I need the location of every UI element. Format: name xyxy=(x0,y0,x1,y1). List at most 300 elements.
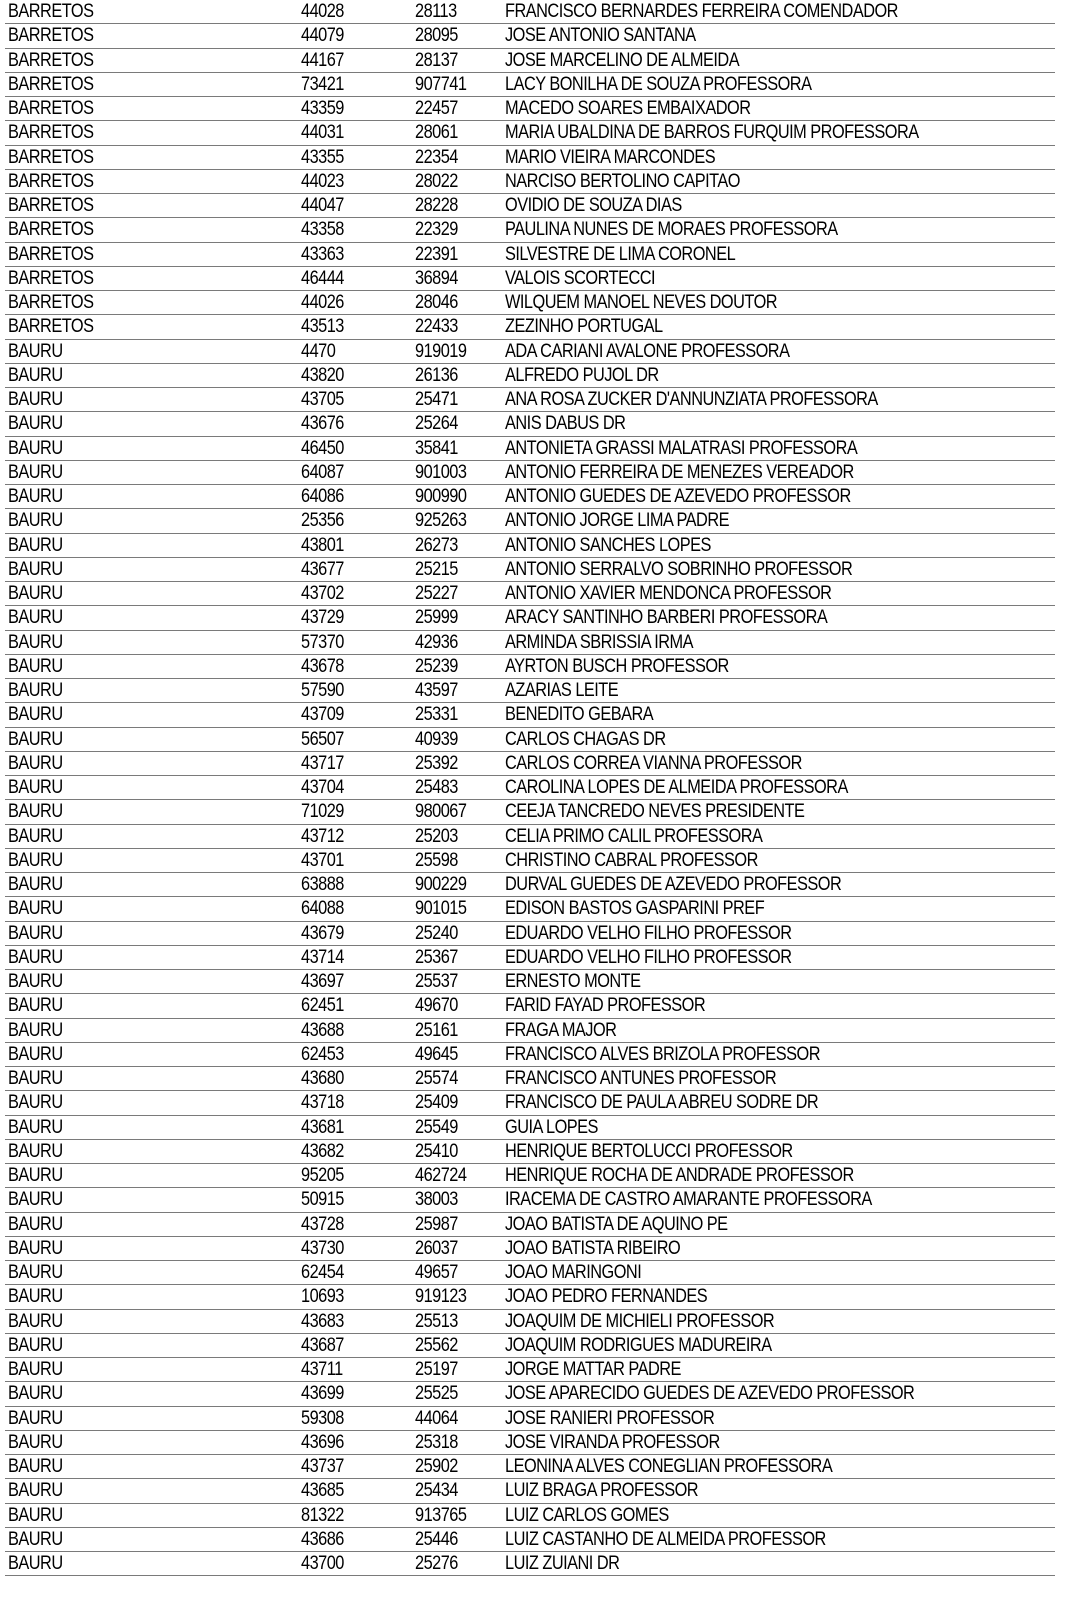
code-cell: 43701 xyxy=(301,849,344,871)
table-row xyxy=(5,24,1055,48)
table-row xyxy=(5,728,1055,752)
school-id-cell: 43597 xyxy=(415,680,458,701)
municipality-cell: BARRETOS xyxy=(8,292,94,313)
code-cell: 64087 xyxy=(301,461,344,483)
school-id-cell: 40939 xyxy=(415,728,458,750)
code-cell: 43363 xyxy=(301,243,344,265)
code-cell: 4470 xyxy=(301,340,336,362)
municipality-cell: BAURU xyxy=(8,1237,63,1259)
table-row xyxy=(5,558,1055,582)
table-row xyxy=(5,0,1055,24)
municipality-cell: BARRETOS xyxy=(8,73,94,95)
school-id-cell: 25203 xyxy=(415,825,458,847)
table-row xyxy=(5,1213,1055,1237)
code-cell: 43676 xyxy=(301,413,344,435)
municipality-cell: BAURU xyxy=(8,874,63,895)
school-name-cell: CAROLINA LOPES DE ALMEIDA PROFESSORA xyxy=(505,777,848,798)
school-name-cell: CELIA PRIMO CALIL PROFESSORA xyxy=(505,825,763,847)
school-id-cell: 25902 xyxy=(415,1456,458,1477)
table-row xyxy=(5,315,1055,339)
school-name-cell: EDISON BASTOS GASPARINI PREF xyxy=(505,898,765,920)
school-id-cell: 25197 xyxy=(415,1359,458,1380)
school-name-cell: LACY BONILHA DE SOUZA PROFESSORA xyxy=(505,73,812,95)
school-id-cell: 25318 xyxy=(415,1431,458,1453)
table-row xyxy=(5,340,1055,364)
school-id-cell: 25264 xyxy=(415,413,458,435)
municipality-cell: BARRETOS xyxy=(8,219,94,241)
municipality-cell: BAURU xyxy=(8,1383,63,1405)
school-id-cell: 919123 xyxy=(415,1286,467,1308)
school-id-cell: 28046 xyxy=(415,292,458,313)
municipality-cell: BAURU xyxy=(8,510,63,532)
code-cell: 73421 xyxy=(301,73,344,95)
table-row xyxy=(5,461,1055,485)
table-row xyxy=(5,1067,1055,1091)
school-id-cell: 25410 xyxy=(415,1140,458,1162)
code-cell: 44023 xyxy=(301,170,344,192)
school-id-cell: 25367 xyxy=(415,946,458,968)
school-name-cell: ANTONIO JORGE LIMA PADRE xyxy=(505,510,729,532)
municipality-cell: BAURU xyxy=(8,1116,63,1138)
school-id-cell: 26273 xyxy=(415,534,458,556)
school-name-cell: ANTONIETA GRASSI MALATRASI PROFESSORA xyxy=(505,437,858,459)
school-id-cell: 49670 xyxy=(415,995,458,1017)
code-cell: 43688 xyxy=(301,1019,344,1041)
municipality-cell: BAURU xyxy=(8,752,63,774)
municipality-cell: BAURU xyxy=(8,1262,63,1283)
municipality-cell: BARRETOS xyxy=(8,1,94,22)
code-cell: 43359 xyxy=(301,98,344,119)
code-cell: 43686 xyxy=(301,1528,344,1550)
municipality-cell: BAURU xyxy=(8,1310,63,1332)
school-id-cell: 25392 xyxy=(415,752,458,774)
municipality-cell: BARRETOS xyxy=(8,243,94,265)
table-row xyxy=(5,364,1055,388)
municipality-cell: BAURU xyxy=(8,995,63,1017)
school-id-cell: 25276 xyxy=(415,1553,458,1574)
school-name-cell: CEEJA TANCREDO NEVES PRESIDENTE xyxy=(505,801,805,823)
table-row xyxy=(5,1382,1055,1406)
municipality-cell: BAURU xyxy=(8,437,63,459)
code-cell: 43355 xyxy=(301,146,344,168)
school-id-cell: 25446 xyxy=(415,1528,458,1550)
table-row xyxy=(5,437,1055,461)
school-name-cell: NARCISO BERTOLINO CAPITAO xyxy=(505,170,740,192)
municipality-cell: BAURU xyxy=(8,680,63,701)
school-name-cell: FRANCISCO ALVES BRIZOLA PROFESSOR xyxy=(505,1043,821,1065)
code-cell: 43714 xyxy=(301,946,344,968)
school-name-cell: ANTONIO XAVIER MENDONCA PROFESSOR xyxy=(505,583,832,604)
school-name-cell: HENRIQUE ROCHA DE ANDRADE PROFESSOR xyxy=(505,1165,854,1186)
table-row xyxy=(5,800,1055,824)
code-cell: 95205 xyxy=(301,1165,344,1186)
school-id-cell: 25483 xyxy=(415,777,458,798)
code-cell: 10693 xyxy=(301,1286,344,1308)
code-cell: 43687 xyxy=(301,1334,344,1356)
code-cell: 43717 xyxy=(301,752,344,774)
municipality-cell: BAURU xyxy=(8,486,63,507)
school-name-cell: JOAO MARINGONI xyxy=(505,1262,642,1283)
school-id-cell: 26136 xyxy=(415,364,458,386)
table-row xyxy=(5,679,1055,703)
school-id-cell: 900229 xyxy=(415,874,467,895)
table-row xyxy=(5,1334,1055,1358)
table-row xyxy=(5,485,1055,509)
school-id-cell: 913765 xyxy=(415,1504,467,1526)
school-id-cell: 25471 xyxy=(415,389,458,410)
code-cell: 62454 xyxy=(301,1262,344,1283)
table-row xyxy=(5,873,1055,897)
code-cell: 43678 xyxy=(301,655,344,677)
school-id-cell: 22391 xyxy=(415,243,458,265)
school-name-cell: WILQUEM MANOEL NEVES DOUTOR xyxy=(505,292,778,313)
municipality-cell: BAURU xyxy=(8,1480,63,1502)
code-cell: 43699 xyxy=(301,1383,344,1405)
municipality-cell: BAURU xyxy=(8,1189,63,1211)
school-name-cell: JOSE RANIERI PROFESSOR xyxy=(505,1407,715,1429)
school-id-cell: 25549 xyxy=(415,1116,458,1138)
municipality-cell: BAURU xyxy=(8,340,63,362)
school-id-cell: 25239 xyxy=(415,655,458,677)
school-name-cell: FRANCISCO BERNARDES FERREIRA COMENDADOR xyxy=(505,1,898,22)
table-row xyxy=(5,1310,1055,1334)
school-name-cell: BENEDITO GEBARA xyxy=(505,704,654,726)
code-cell: 44079 xyxy=(301,25,344,47)
school-name-cell: EDUARDO VELHO FILHO PROFESSOR xyxy=(505,946,792,968)
municipality-cell: BAURU xyxy=(8,1213,63,1235)
table-row xyxy=(5,1116,1055,1140)
code-cell: 43709 xyxy=(301,704,344,726)
school-name-cell: PAULINA NUNES DE MORAES PROFESSORA xyxy=(505,219,838,241)
school-name-cell: ADA CARIANI AVALONE PROFESSORA xyxy=(505,340,790,362)
municipality-cell: BAURU xyxy=(8,607,63,629)
school-id-cell: 25434 xyxy=(415,1480,458,1502)
municipality-cell: BAURU xyxy=(8,728,63,750)
code-cell: 62453 xyxy=(301,1043,344,1065)
code-cell: 43712 xyxy=(301,825,344,847)
school-id-cell: 49657 xyxy=(415,1262,458,1283)
school-name-cell: JORGE MATTAR PADRE xyxy=(505,1359,681,1380)
school-name-cell: GUIA LOPES xyxy=(505,1116,598,1138)
municipality-cell: BAURU xyxy=(8,461,63,483)
table-row xyxy=(5,388,1055,412)
code-cell: 63888 xyxy=(301,874,344,895)
school-id-cell: 35841 xyxy=(415,437,458,459)
school-name-cell: JOAQUIM RODRIGUES MADUREIRA xyxy=(505,1334,772,1356)
code-cell: 43683 xyxy=(301,1310,344,1332)
school-id-cell: 44064 xyxy=(415,1407,458,1429)
school-name-cell: ANTONIO GUEDES DE AZEVEDO PROFESSOR xyxy=(505,486,851,507)
school-id-cell: 28061 xyxy=(415,122,458,144)
school-id-cell: 28095 xyxy=(415,25,458,47)
code-cell: 43702 xyxy=(301,583,344,604)
school-name-cell: ZEZINHO PORTUGAL xyxy=(505,316,663,338)
code-cell: 46444 xyxy=(301,267,344,289)
school-name-cell: OVIDIO DE SOUZA DIAS xyxy=(505,195,682,216)
school-id-cell: 25227 xyxy=(415,583,458,604)
municipality-cell: BARRETOS xyxy=(8,98,94,119)
table-row xyxy=(5,1285,1055,1309)
table-row xyxy=(5,776,1055,800)
municipality-cell: BAURU xyxy=(8,1140,63,1162)
table-row xyxy=(5,170,1055,194)
municipality-cell: BAURU xyxy=(8,777,63,798)
school-id-cell: 900990 xyxy=(415,486,467,507)
table-row xyxy=(5,49,1055,73)
table-row xyxy=(5,655,1055,679)
code-cell: 43737 xyxy=(301,1456,344,1477)
school-name-cell: HENRIQUE BERTOLUCCI PROFESSOR xyxy=(505,1140,793,1162)
table-row xyxy=(5,970,1055,994)
municipality-cell: BAURU xyxy=(8,1359,63,1380)
school-name-cell: IRACEMA DE CASTRO AMARANTE PROFESSORA xyxy=(505,1189,872,1211)
school-id-cell: 25409 xyxy=(415,1092,458,1114)
school-id-cell: 907741 xyxy=(415,73,467,95)
table-row xyxy=(5,146,1055,170)
municipality-cell: BARRETOS xyxy=(8,195,94,216)
table-row xyxy=(5,994,1055,1018)
table-row xyxy=(5,849,1055,873)
school-id-cell: 919019 xyxy=(415,340,467,362)
table-row xyxy=(5,534,1055,558)
municipality-cell: BAURU xyxy=(8,825,63,847)
school-id-cell: 25598 xyxy=(415,849,458,871)
municipality-cell: BAURU xyxy=(8,1407,63,1429)
school-id-cell: 38003 xyxy=(415,1189,458,1211)
code-cell: 43679 xyxy=(301,922,344,944)
table-row xyxy=(5,1261,1055,1285)
code-cell: 43711 xyxy=(301,1359,343,1380)
code-cell: 43685 xyxy=(301,1480,344,1502)
table-row xyxy=(5,1019,1055,1043)
table-row xyxy=(5,825,1055,849)
school-name-cell: ERNESTO MONTE xyxy=(505,971,641,992)
municipality-cell: BAURU xyxy=(8,849,63,871)
municipality-cell: BAURU xyxy=(8,1528,63,1550)
school-list-table xyxy=(5,0,1055,1576)
municipality-cell: BAURU xyxy=(8,1043,63,1065)
table-row xyxy=(5,606,1055,630)
school-name-cell: MARIA UBALDINA DE BARROS FURQUIM PROFESSORA xyxy=(505,122,919,144)
table-row xyxy=(5,1164,1055,1188)
municipality-cell: BARRETOS xyxy=(8,170,94,192)
municipality-cell: BAURU xyxy=(8,898,63,920)
school-name-cell: JOSE MARCELINO DE ALMEIDA xyxy=(505,49,740,71)
code-cell: 43682 xyxy=(301,1140,344,1162)
code-cell: 25356 xyxy=(301,510,344,532)
municipality-cell: BAURU xyxy=(8,1165,63,1186)
table-row xyxy=(5,509,1055,533)
school-name-cell: ANTONIO SANCHES LOPES xyxy=(505,534,711,556)
municipality-cell: BAURU xyxy=(8,534,63,556)
school-name-cell: ANA ROSA ZUCKER D'ANNUNZIATA PROFESSORA xyxy=(505,389,878,410)
table-row xyxy=(5,1407,1055,1431)
school-name-cell: FRANCISCO ANTUNES PROFESSOR xyxy=(505,1068,777,1089)
code-cell: 50915 xyxy=(301,1189,344,1211)
municipality-cell: BAURU xyxy=(8,1504,63,1526)
table-row xyxy=(5,267,1055,291)
school-name-cell: JOAO BATISTA DE AQUINO PE xyxy=(505,1213,728,1235)
code-cell: 44026 xyxy=(301,292,344,313)
school-id-cell: 42936 xyxy=(415,631,458,653)
school-id-cell: 25331 xyxy=(415,704,458,726)
code-cell: 43680 xyxy=(301,1068,344,1089)
school-id-cell: 462724 xyxy=(415,1165,467,1186)
table-row xyxy=(5,291,1055,315)
school-name-cell: JOAO PEDRO FERNANDES xyxy=(505,1286,708,1308)
school-name-cell: LUIZ CASTANHO DE ALMEIDA PROFESSOR xyxy=(505,1528,826,1550)
municipality-cell: BARRETOS xyxy=(8,146,94,168)
municipality-cell: BAURU xyxy=(8,922,63,944)
school-name-cell: CARLOS CHAGAS DR xyxy=(505,728,666,750)
school-name-cell: LEONINA ALVES CONEGLIAN PROFESSORA xyxy=(505,1456,833,1477)
table-row xyxy=(5,922,1055,946)
code-cell: 43728 xyxy=(301,1213,344,1235)
school-name-cell: AZARIAS LEITE xyxy=(505,680,619,701)
school-name-cell: ALFREDO PUJOL DR xyxy=(505,364,659,386)
table-row xyxy=(5,1479,1055,1503)
code-cell: 64088 xyxy=(301,898,344,920)
code-cell: 81322 xyxy=(301,1504,344,1526)
school-id-cell: 36894 xyxy=(415,267,458,289)
municipality-cell: BAURU xyxy=(8,413,63,435)
code-cell: 43705 xyxy=(301,389,344,410)
school-id-cell: 28022 xyxy=(415,170,458,192)
table-row xyxy=(5,1188,1055,1212)
school-id-cell: 25537 xyxy=(415,971,458,992)
municipality-cell: BAURU xyxy=(8,1334,63,1356)
school-id-cell: 925263 xyxy=(415,510,467,532)
code-cell: 43820 xyxy=(301,364,344,386)
code-cell: 43358 xyxy=(301,219,344,241)
code-cell: 43700 xyxy=(301,1553,344,1574)
school-name-cell: FRAGA MAJOR xyxy=(505,1019,617,1041)
code-cell: 62451 xyxy=(301,995,344,1017)
school-id-cell: 901003 xyxy=(415,461,467,483)
school-name-cell: MARIO VIEIRA MARCONDES xyxy=(505,146,716,168)
municipality-cell: BARRETOS xyxy=(8,316,94,338)
municipality-cell: BARRETOS xyxy=(8,25,94,47)
school-name-cell: JOAO BATISTA RIBEIRO xyxy=(505,1237,681,1259)
code-cell: 64086 xyxy=(301,486,344,507)
table-row xyxy=(5,1552,1055,1576)
table-row xyxy=(5,412,1055,436)
municipality-cell: BAURU xyxy=(8,1456,63,1477)
school-id-cell: 25161 xyxy=(415,1019,458,1041)
code-cell: 44031 xyxy=(301,122,344,144)
table-row xyxy=(5,121,1055,145)
code-cell: 59308 xyxy=(301,1407,344,1429)
school-id-cell: 25999 xyxy=(415,607,458,629)
school-name-cell: LUIZ ZUIANI DR xyxy=(505,1553,620,1574)
school-name-cell: DURVAL GUEDES DE AZEVEDO PROFESSOR xyxy=(505,874,842,895)
school-id-cell: 28113 xyxy=(415,1,457,22)
municipality-cell: BAURU xyxy=(8,1286,63,1308)
table-row xyxy=(5,243,1055,267)
school-id-cell: 22329 xyxy=(415,219,458,241)
municipality-cell: BAURU xyxy=(8,631,63,653)
table-row xyxy=(5,582,1055,606)
school-name-cell: VALOIS SCORTECCI xyxy=(505,267,656,289)
school-name-cell: LUIZ BRAGA PROFESSOR xyxy=(505,1480,699,1502)
municipality-cell: BAURU xyxy=(8,801,63,823)
school-id-cell: 28228 xyxy=(415,195,458,216)
school-id-cell: 26037 xyxy=(415,1237,458,1259)
table-row xyxy=(5,97,1055,121)
table-row xyxy=(5,897,1055,921)
school-name-cell: ARMINDA SBRISSIA IRMA xyxy=(505,631,694,653)
table-row xyxy=(5,1043,1055,1067)
school-name-cell: JOSE VIRANDA PROFESSOR xyxy=(505,1431,720,1453)
code-cell: 43729 xyxy=(301,607,344,629)
table-row xyxy=(5,1358,1055,1382)
school-name-cell: EDUARDO VELHO FILHO PROFESSOR xyxy=(505,922,792,944)
school-name-cell: JOAQUIM DE MICHIELI PROFESSOR xyxy=(505,1310,775,1332)
table-row xyxy=(5,946,1055,970)
code-cell: 43801 xyxy=(301,534,344,556)
code-cell: 56507 xyxy=(301,728,344,750)
school-name-cell: LUIZ CARLOS GOMES xyxy=(505,1504,669,1526)
school-name-cell: ANIS DABUS DR xyxy=(505,413,626,435)
school-name-cell: MACEDO SOARES EMBAIXADOR xyxy=(505,98,751,119)
code-cell: 43697 xyxy=(301,971,344,992)
school-id-cell: 901015 xyxy=(415,898,467,920)
municipality-cell: BAURU xyxy=(8,1431,63,1453)
municipality-cell: BAURU xyxy=(8,389,63,410)
school-name-cell: CHRISTINO CABRAL PROFESSOR xyxy=(505,849,758,871)
school-id-cell: 25215 xyxy=(415,558,458,580)
municipality-cell: BAURU xyxy=(8,946,63,968)
code-cell: 43704 xyxy=(301,777,344,798)
code-cell: 44028 xyxy=(301,1,344,22)
code-cell: 43681 xyxy=(301,1116,344,1138)
code-cell: 43677 xyxy=(301,558,344,580)
school-name-cell: SILVESTRE DE LIMA CORONEL xyxy=(505,243,736,265)
table-row xyxy=(5,1431,1055,1455)
table-row xyxy=(5,194,1055,218)
table-row xyxy=(5,1140,1055,1164)
municipality-cell: BAURU xyxy=(8,704,63,726)
school-name-cell: JOSE APARECIDO GUEDES DE AZEVEDO PROFESSOR xyxy=(505,1383,915,1405)
code-cell: 43730 xyxy=(301,1237,344,1259)
school-name-cell: FRANCISCO DE PAULA ABREU SODRE DR xyxy=(505,1092,819,1114)
school-id-cell: 22354 xyxy=(415,146,458,168)
school-name-cell: ANTONIO FERREIRA DE MENEZES VEREADOR xyxy=(505,461,854,483)
school-name-cell: AYRTON BUSCH PROFESSOR xyxy=(505,655,729,677)
code-cell: 71029 xyxy=(301,801,344,823)
school-id-cell: 980067 xyxy=(415,801,467,823)
school-id-cell: 25987 xyxy=(415,1213,458,1235)
school-name-cell: FARID FAYAD PROFESSOR xyxy=(505,995,706,1017)
table-row xyxy=(5,1091,1055,1115)
municipality-cell: BAURU xyxy=(8,971,63,992)
municipality-cell: BAURU xyxy=(8,1068,63,1089)
municipality-cell: BAURU xyxy=(8,364,63,386)
table-row xyxy=(5,631,1055,655)
code-cell: 43718 xyxy=(301,1092,344,1114)
school-name-cell: ANTONIO SERRALVO SOBRINHO PROFESSOR xyxy=(505,558,853,580)
municipality-cell: BARRETOS xyxy=(8,49,94,71)
table-row xyxy=(5,1504,1055,1528)
table-row xyxy=(5,73,1055,97)
school-id-cell: 25574 xyxy=(415,1068,458,1089)
school-id-cell: 25562 xyxy=(415,1334,458,1356)
school-name-cell: ARACY SANTINHO BARBERI PROFESSORA xyxy=(505,607,828,629)
municipality-cell: BARRETOS xyxy=(8,122,94,144)
municipality-cell: BAURU xyxy=(8,655,63,677)
table-row xyxy=(5,218,1055,242)
code-cell: 57590 xyxy=(301,680,344,701)
